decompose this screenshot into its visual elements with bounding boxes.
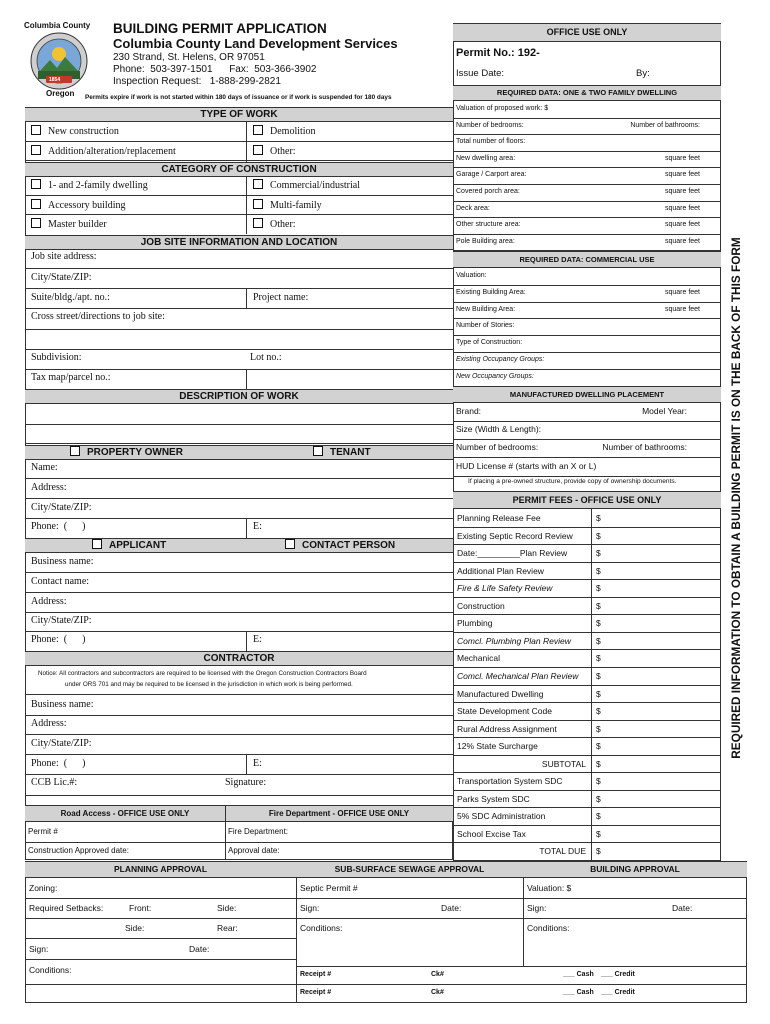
description-heading: DESCRIPTION OF WORK xyxy=(25,389,453,404)
contractor-address-field[interactable]: Address: xyxy=(31,718,67,729)
property-owner-option[interactable]: PROPERTY OWNER xyxy=(70,446,183,458)
contractor-phone-field[interactable]: Phone: ( ) xyxy=(31,758,86,769)
fee-row-15-amount[interactable]: $ xyxy=(596,776,601,786)
residential-row-8-unit: square feet xyxy=(664,237,700,245)
commercial-row-4-label[interactable]: Type of Construction: xyxy=(456,339,523,347)
manufactured-row-0-label[interactable]: Brand: xyxy=(456,406,482,416)
fee-row-0-label: Planning Release Fee xyxy=(457,513,541,523)
building-conditions-field[interactable]: Conditions: xyxy=(527,923,570,933)
applicant-business-field[interactable]: Business name: xyxy=(31,556,94,567)
fee-row-4-label: Fire & Life Safety Review xyxy=(457,583,553,593)
fee-row-14-amount[interactable]: $ xyxy=(596,759,601,769)
form-title: BUILDING PERMIT APPLICATION xyxy=(113,21,327,36)
residential-row-6-label[interactable]: Deck area: xyxy=(456,204,490,212)
ccb-license-field[interactable]: CCB Lic.#: xyxy=(31,777,78,788)
planning-date-field[interactable]: Date: xyxy=(189,944,210,954)
ck-1-field[interactable]: Ck# xyxy=(431,971,444,978)
construction-approved-field[interactable]: Construction Approved date: xyxy=(28,846,129,855)
multi-family-option[interactable]: Multi-family xyxy=(253,199,322,211)
fee-row-6-label: Plumbing xyxy=(457,618,493,628)
commercial-row-6-label[interactable]: New Occupancy Groups: xyxy=(456,372,534,380)
applicant-address-field[interactable]: Address: xyxy=(31,596,67,607)
commercial-row-5-label[interactable]: Existing Occupancy Groups: xyxy=(456,356,545,363)
owner-address-field[interactable]: Address: xyxy=(31,482,67,493)
credit-1-option[interactable]: ___ Credit xyxy=(601,971,635,978)
fee-row-1-amount[interactable]: $ xyxy=(596,531,601,541)
manufactured-row-2-right[interactable]: Number of bathrooms: xyxy=(602,442,687,453)
issue-date-field[interactable]: Issue Date: xyxy=(456,68,505,79)
job-site-city-field[interactable]: City/State/ZIP: xyxy=(31,272,92,283)
one-two-family-option[interactable]: 1- and 2-family dwelling xyxy=(31,179,148,191)
type-other-option[interactable]: Other: xyxy=(253,145,296,157)
fee-row-18-label: School Excise Tax xyxy=(457,829,526,839)
state-label: Oregon xyxy=(46,89,75,98)
residential-row-6-unit: square feet xyxy=(664,204,700,212)
lot-field[interactable]: Lot no.: xyxy=(250,352,282,363)
residential-row-0-label[interactable]: Valuation of proposed work: $ xyxy=(456,105,549,112)
fire-department-field[interactable]: Fire Department: xyxy=(228,827,289,836)
manufactured-heading: MANUFACTURED DWELLING PLACEMENT xyxy=(453,386,721,403)
fee-row-19-label: TOTAL DUE xyxy=(539,846,586,856)
setbacks-label: Required Setbacks: xyxy=(29,903,104,913)
checkbox[interactable] xyxy=(31,199,41,209)
cross-street-field[interactable]: Cross street/directions to job site: xyxy=(31,311,165,322)
fee-row-1-label: Existing Septic Record Review xyxy=(457,531,573,541)
cash-1-option[interactable]: ___ Cash xyxy=(563,971,594,978)
checkbox[interactable] xyxy=(92,539,102,549)
addition-option[interactable]: Addition/alteration/replacement xyxy=(31,145,176,157)
applicant-phone-field[interactable]: Phone: ( ) xyxy=(31,634,86,645)
commercial-option[interactable]: Commercial/industrial xyxy=(253,179,360,191)
fee-row-13-amount[interactable]: $ xyxy=(596,741,601,751)
side-setback-field[interactable]: Side: xyxy=(217,903,237,913)
owner-city-field[interactable]: City/State/ZIP: xyxy=(31,502,92,513)
fee-row-16-amount[interactable]: $ xyxy=(596,794,601,804)
road-permit-field[interactable]: Permit # xyxy=(28,827,58,836)
residential-data-heading: REQUIRED DATA: ONE & TWO FAMILY DWELLING xyxy=(453,85,721,101)
fee-row-8-label: Mechanical xyxy=(457,653,500,663)
fee-row-17-label: 5% SDC Administration xyxy=(457,811,546,821)
expiry-note: Permits expire if work is not started within 180 days of issuance or if work is suspended for 180 days xyxy=(85,94,392,101)
fee-row-9-amount[interactable]: $ xyxy=(596,671,601,681)
building-valuation-field[interactable]: Valuation: $ xyxy=(527,883,572,893)
side2-setback-field[interactable]: Side: xyxy=(125,923,145,933)
agency-phone: Phone: 503-397-1501 Fax: 503-366-3902 xyxy=(113,64,317,75)
checkbox[interactable] xyxy=(253,199,263,209)
rear-setback-field[interactable]: Rear: xyxy=(217,923,238,933)
fee-row-0-amount[interactable]: $ xyxy=(596,513,601,523)
new-construction-option[interactable]: New construction xyxy=(31,125,119,137)
fee-row-14-label: SUBTOTAL xyxy=(541,759,586,769)
fire-dept-heading: Fire Department - OFFICE USE ONLY xyxy=(225,805,453,822)
zoning-field[interactable]: Zoning: xyxy=(29,883,58,893)
fee-row-4-amount[interactable]: $ xyxy=(596,583,601,593)
planning-sign-field[interactable]: Sign: xyxy=(29,944,49,954)
contractor-business-field[interactable]: Business name: xyxy=(31,699,94,710)
header xyxy=(0,0,450,105)
issued-by-field[interactable]: By: xyxy=(636,68,650,79)
receipt-2-field[interactable]: Receipt # xyxy=(300,989,332,996)
agency-address: 230 Strand, St. Helens, OR 97051 xyxy=(113,52,265,63)
commercial-data-heading: REQUIRED DATA: COMMERCIAL USE xyxy=(453,251,721,268)
residential-row-2-label[interactable]: Total number of floors: xyxy=(456,138,526,146)
checkbox[interactable] xyxy=(253,179,263,189)
residential-row-1-unit: Number of bathrooms: xyxy=(630,121,700,129)
fee-row-3-label: Additional Plan Review xyxy=(457,566,544,576)
checkbox[interactable] xyxy=(253,218,263,228)
residential-row-1-label[interactable]: Number of bedrooms: xyxy=(456,121,524,129)
category-heading: CATEGORY OF CONSTRUCTION xyxy=(25,162,453,177)
inspection-line: Inspection Request: 1-888-299-2821 xyxy=(113,76,281,87)
fire-approval-date-field[interactable]: Approval date: xyxy=(228,846,280,855)
fee-row-13-label: 12% State Surcharge xyxy=(457,741,538,751)
commercial-row-1-label[interactable]: Existing Building Area: xyxy=(456,288,526,296)
owner-email-field[interactable]: E: xyxy=(253,521,262,532)
owner-phone-field[interactable]: Phone: ( ) xyxy=(31,521,86,532)
tenant-option[interactable]: TENANT xyxy=(313,446,371,458)
job-site-heading: JOB SITE INFORMATION AND LOCATION xyxy=(25,235,453,250)
fee-row-11-amount[interactable]: $ xyxy=(596,706,601,716)
fee-row-7-label: Comcl. Plumbing Plan Review xyxy=(457,636,571,646)
type-of-work-heading: TYPE OF WORK xyxy=(25,107,453,122)
checkbox[interactable] xyxy=(253,125,263,135)
sewage-conditions-field[interactable]: Conditions: xyxy=(300,923,343,933)
fee-row-19-amount[interactable]: $ xyxy=(596,846,601,856)
checkbox[interactable] xyxy=(31,218,41,228)
planning-conditions-field[interactable]: Conditions: xyxy=(29,965,72,975)
fee-row-10-amount[interactable]: $ xyxy=(596,689,601,699)
fee-row-2-label: Date:_________Plan Review xyxy=(457,548,568,558)
building-sign-field[interactable]: Sign: xyxy=(527,903,547,913)
fee-row-5-label: Construction xyxy=(457,601,505,611)
residential-row-5-unit: square feet xyxy=(664,188,700,195)
checkbox[interactable] xyxy=(253,145,263,155)
project-name-field[interactable]: Project name: xyxy=(253,292,309,303)
residential-row-8-label[interactable]: Pole Building area: xyxy=(456,237,515,245)
demolition-option[interactable]: Demolition xyxy=(253,125,316,137)
fee-row-16-label: Parks System SDC xyxy=(457,794,530,804)
agency-name: Columbia County Land Development Services xyxy=(113,36,398,51)
contractor-city-field[interactable]: City/State/ZIP: xyxy=(31,738,92,749)
residential-row-4-label[interactable]: Garage / Carport area: xyxy=(456,171,527,179)
fee-row-2-amount[interactable]: $ xyxy=(596,548,601,558)
applicant-option[interactable]: APPLICANT xyxy=(92,539,166,551)
contractor-notice-1: Notice: All contractors and subcontractors are required to be licensed with the Oregon Construction Contractors Board xyxy=(38,670,367,677)
commercial-row-1-unit: square feet xyxy=(664,288,700,296)
owner-name-field[interactable]: Name: xyxy=(31,462,58,473)
contractor-heading: CONTRACTOR xyxy=(25,651,453,666)
building-date-field[interactable]: Date: xyxy=(672,903,693,913)
commercial-row-0-label[interactable]: Valuation: xyxy=(456,272,487,279)
checkbox[interactable] xyxy=(31,179,41,189)
fee-row-18-amount[interactable]: $ xyxy=(596,829,601,839)
fee-row-8-amount[interactable]: $ xyxy=(596,653,601,663)
master-builder-option[interactable]: Master builder xyxy=(31,218,107,230)
contact-person-option[interactable]: CONTACT PERSON xyxy=(285,539,395,551)
checkbox[interactable] xyxy=(31,125,41,135)
accessory-option[interactable]: Accessory building xyxy=(31,199,126,211)
fee-row-12-label: Rural Address Assignment xyxy=(457,724,557,734)
front-setback-field[interactable]: Front: xyxy=(129,903,152,913)
fee-row-9-label: Comcl. Mechanical Plan Review xyxy=(457,671,579,681)
category-other-option[interactable]: Other: xyxy=(253,218,296,230)
commercial-row-2-label[interactable]: New Building Area: xyxy=(456,305,516,313)
fee-row-17-amount[interactable]: $ xyxy=(596,811,601,821)
residential-row-7-label[interactable]: Other structure area: xyxy=(456,221,521,229)
fee-row-7-amount[interactable]: $ xyxy=(596,636,601,646)
suite-field[interactable]: Suite/bldg./apt. no.: xyxy=(31,292,110,303)
commercial-row-2-unit: square feet xyxy=(664,305,700,313)
contractor-notice-2: under ORS 701 and may be required to be licensed in the jurisdiction in which work is being performed. xyxy=(65,681,353,688)
residential-row-3-unit: square feet xyxy=(664,154,700,162)
checkbox[interactable] xyxy=(285,539,295,549)
residential-row-4-unit: square feet xyxy=(664,171,700,179)
contractor-signature-field[interactable]: Signature: xyxy=(225,777,267,788)
office-use-heading: OFFICE USE ONLY xyxy=(453,23,721,42)
fee-row-6-amount[interactable]: $ xyxy=(596,618,601,628)
side-notice: REQUIRED INFORMATION TO OBTAIN A BUILDING PERMIT IS ON THE BACK OF THIS FORM xyxy=(729,237,743,759)
county-label: Columbia County xyxy=(24,21,91,30)
receipt-1-field[interactable]: Receipt # xyxy=(300,971,332,978)
fee-row-11-label: State Development Code xyxy=(457,706,552,716)
description-field[interactable] xyxy=(26,404,452,442)
fee-row-5-amount[interactable]: $ xyxy=(596,601,601,611)
manufactured-row-3-label[interactable]: HUD License # (starts with an X or L) xyxy=(456,460,597,471)
planning-approval-heading: PLANNING APPROVAL xyxy=(25,861,296,878)
credit-2-option[interactable]: ___ Credit xyxy=(601,989,635,996)
checkbox[interactable] xyxy=(70,446,80,456)
manufactured-row-0-right[interactable]: Model Year: xyxy=(642,406,687,416)
fee-row-10-label: Manufactured Dwelling xyxy=(457,689,544,699)
fee-row-12-amount[interactable]: $ xyxy=(596,724,601,734)
permit-fees-heading: PERMIT FEES - OFFICE USE ONLY xyxy=(453,491,721,509)
contractor-email-field[interactable]: E: xyxy=(253,758,262,769)
tax-map-field[interactable]: Tax map/parcel no.: xyxy=(31,372,111,383)
fee-row-15-label: Transportation System SDC xyxy=(457,776,563,786)
septic-permit-field[interactable]: Septic Permit # xyxy=(300,883,358,893)
sewage-approval-heading: SUB-SURFACE SEWAGE APPROVAL xyxy=(296,861,523,878)
applicant-city-field[interactable]: City/State/ZIP: xyxy=(31,615,92,626)
job-site-address-field[interactable]: Job site address: xyxy=(31,251,97,262)
applicant-contact-field[interactable]: Contact name: xyxy=(31,576,90,587)
ck-2-field[interactable]: Ck# xyxy=(431,989,444,996)
manufactured-row-1-label[interactable]: Size (Width & Length): xyxy=(456,424,542,435)
commercial-row-3-label[interactable]: Number of Stories: xyxy=(456,322,515,330)
road-access-heading: Road Access - OFFICE USE ONLY xyxy=(25,805,225,822)
subdivision-field[interactable]: Subdivision: xyxy=(31,352,82,363)
manufactured-note: If placing a pre-owned structure, provide copy of ownership documents. xyxy=(468,478,677,485)
manufactured-row-2-label[interactable]: Number of bedrooms: xyxy=(456,442,539,453)
seal-year: 1854 xyxy=(49,77,61,83)
building-approval-heading: BUILDING APPROVAL xyxy=(523,861,747,878)
residential-row-5-label[interactable]: Covered porch area: xyxy=(456,188,520,195)
residential-row-3-label[interactable]: New dwelling area: xyxy=(456,154,516,162)
residential-row-7-unit: square feet xyxy=(664,221,700,229)
applicant-email-field[interactable]: E: xyxy=(253,634,262,645)
fee-row-3-amount[interactable]: $ xyxy=(596,566,601,576)
sewage-date-field[interactable]: Date: xyxy=(441,903,462,913)
sewage-sign-field[interactable]: Sign: xyxy=(300,903,320,913)
permit-number-field[interactable]: Permit No.: 192- xyxy=(456,47,540,59)
checkbox[interactable] xyxy=(31,145,41,155)
checkbox[interactable] xyxy=(313,446,323,456)
cash-2-option[interactable]: ___ Cash xyxy=(563,989,594,996)
